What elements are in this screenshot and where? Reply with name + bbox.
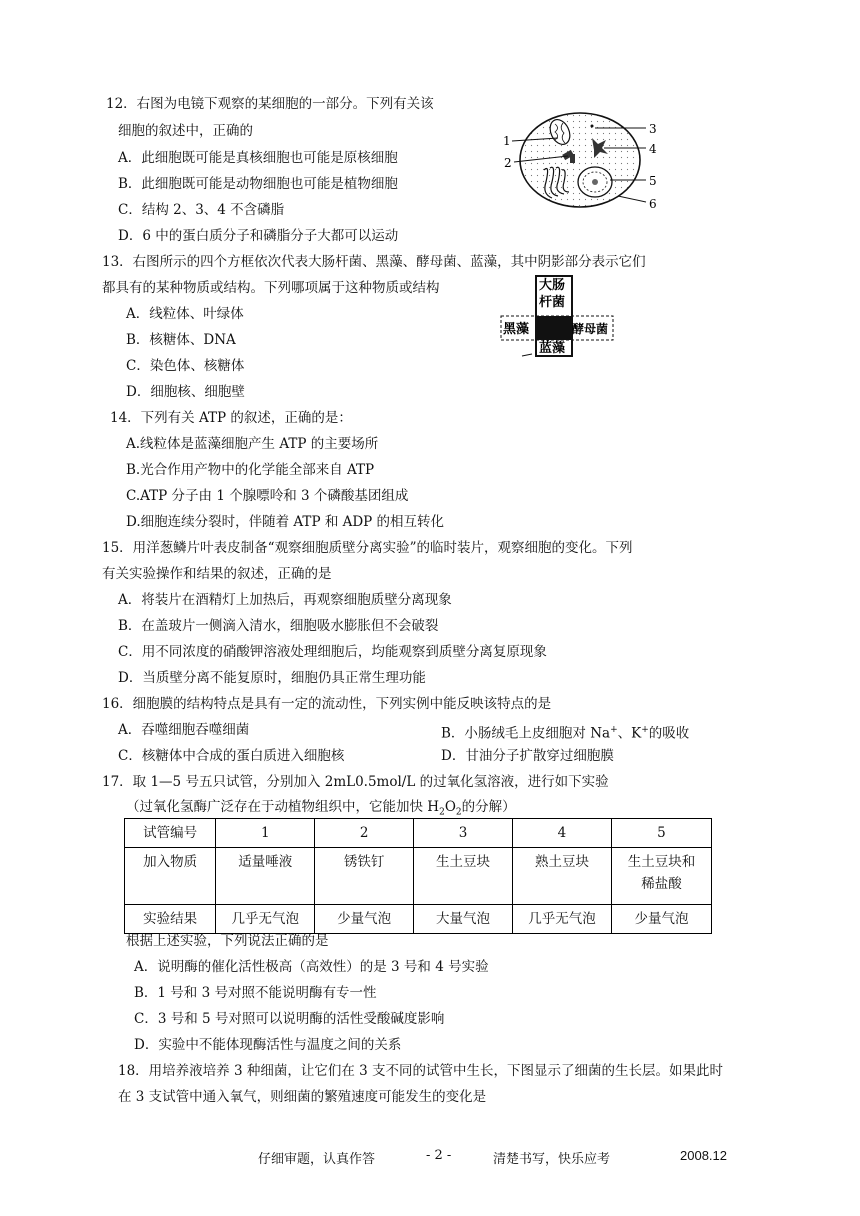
q13-box-figure <box>498 272 618 364</box>
cell-membrane <box>520 113 640 207</box>
q12-option-b: B．此细胞既可能是动物细胞也可能是植物细胞 <box>118 176 398 192</box>
fig-label-1: 1 <box>503 134 511 148</box>
q16-option-a: A．吞噬细胞吞噬细菌 <box>118 722 250 738</box>
q17-option-a: A．说明酶的催化活性极高（高效性）的是 3 号和 4 号实验 <box>134 959 489 975</box>
q16-stem: 16．细胞膜的结构特点是具有一定的流动性，下列实例中能反映该特点的是 <box>102 696 552 712</box>
table-header-row <box>125 819 712 848</box>
q13-stem-line1: 13．右图所示的四个方框依次代表大肠杆菌、黑藻、酵母菌、蓝藻，其中阴影部分表示它们 <box>102 254 646 270</box>
q13-option-a: A．线粒体、叶绿体 <box>126 306 244 322</box>
table-cell: 4 <box>513 819 612 848</box>
q13-option-b: B．核糖体、DNA <box>126 332 236 348</box>
table-cell: 几乎无气泡 <box>513 905 612 934</box>
q15-stem-line2: 有关实验操作和结果的叙述，正确的是 <box>102 566 332 582</box>
q18-stem-line2: 在 3 支试管中通入氧气，则细菌的繁殖速度可能发生的变化是 <box>118 1089 487 1105</box>
q13-stem-line2: 都具有的某种物质或结构。下列哪项属于这种物质或结构 <box>102 280 440 296</box>
table-cell: 实验结果 <box>125 905 216 934</box>
centriole-shape-2 <box>570 154 575 163</box>
q12-cell-figure <box>500 108 670 212</box>
table-cell: 适量唾液 <box>216 848 315 905</box>
footer-right-motto: 清楚书写，快乐应考 <box>493 1152 611 1167</box>
q15-stem-line1: 15．用洋葱鳞片叶表皮制备“观察细胞质壁分离实验”的临时装片，观察细胞的变化。下列 <box>102 540 633 556</box>
q16-option-c: C．核糖体中合成的蛋白质进入细胞核 <box>118 748 345 764</box>
q15-option-b: B．在盖玻片一侧滴入清水，细胞吸水膨胀但不会破裂 <box>118 618 439 634</box>
q14-option-a: A.线粒体是蓝藻细胞产生 ATP 的主要场所 <box>126 436 379 452</box>
table-cell: 3 <box>414 819 513 848</box>
fig-label-6: 6 <box>649 197 657 211</box>
shared-region <box>536 316 572 340</box>
table-cell: 大量气泡 <box>414 905 513 934</box>
q12-option-a: A．此细胞既可能是真核细胞也可能是原核细胞 <box>118 150 398 166</box>
table-cell: 锈铁钉 <box>315 848 414 905</box>
footer-left-motto: 仔细审题，认真作答 <box>258 1152 376 1167</box>
fig-label-3: 3 <box>649 122 657 136</box>
q12-stem-line2: 细胞的叙述中，正确的 <box>118 123 253 139</box>
fig-label-2: 2 <box>504 156 512 170</box>
page-number: - 2 - <box>426 1148 452 1163</box>
q16-option-d: D．甘油分子扩散穿过细胞膜 <box>441 748 614 764</box>
box-label-top2: 杆菌 <box>539 295 566 310</box>
table-cell: 少量气泡 <box>611 905 711 934</box>
q17-stem: 17．取 1—5 号五只试管，分别加入 2mL0.5mol/L 的过氧化氢溶液，进行如下实验 <box>102 774 609 790</box>
fig-label-5: 5 <box>649 174 657 188</box>
q18-stem-line1: 18．用培养液培养 3 种细菌，让它们在 3 支不同的试管中生长，下图显示了细菌的生长层。如果此时 <box>118 1063 724 1079</box>
table-cell: 生土豆块和稀盐酸 <box>611 848 711 905</box>
q15-option-d: D．当质壁分离不能复原时，细胞仍具正常生理功能 <box>118 670 426 686</box>
q17-option-c: C．3 号和 5 号对照可以说明酶的活性受酸碱度影响 <box>134 1011 445 1027</box>
table-row <box>125 848 712 905</box>
fig-label-4: 4 <box>649 142 657 156</box>
q15-option-c: C．用不同浓度的硝酸钾溶液处理细胞后，均能观察到质壁分离复原现象 <box>118 644 547 660</box>
q14-option-b: B.光合作用产物中的化学能全部来自 ATP <box>126 462 375 478</box>
q16-option-b: B．小肠绒毛上皮细胞对 Na+、K+的吸收 <box>441 725 690 742</box>
q17-option-b: B．1 号和 3 号对照不能说明酶有专一性 <box>134 985 377 1001</box>
box-label-left: 黑藻 <box>503 322 530 337</box>
q17-lead: 根据上述实验，下列说法正确的是 <box>126 933 329 949</box>
table-cell: 1 <box>216 819 315 848</box>
q13-option-c: C．染色体、核糖体 <box>126 358 245 374</box>
q17-note: （过氧化氢酶广泛存在于动植物组织中，它能加快 $H_2O_2$的分解） <box>126 799 516 818</box>
q14-option-d: D.细胞连续分裂时，伴随着 ATP 和 ADP 的相互转化 <box>126 514 445 530</box>
q17-option-d: D．实验中不能体现酶活性与温度之间的关系 <box>134 1037 402 1053</box>
table-row <box>125 905 712 934</box>
q14-stem: 14．下列有关 ATP 的叙述，正确的是： <box>110 410 352 426</box>
table-cell: 5 <box>611 819 711 848</box>
table-cell: 少量气泡 <box>315 905 414 934</box>
q13-option-d: D．细胞核、细胞壁 <box>126 384 245 400</box>
box-label-bottom: 蓝藻 <box>539 341 566 356</box>
footer-date: 2008.12 <box>680 1148 727 1163</box>
box-label-top1: 大肠 <box>539 278 566 293</box>
table-cell: 熟土豆块 <box>513 848 612 905</box>
q12-stem-line1: 12．右图为电镜下观察的某细胞的一部分。下列有关该 <box>106 96 434 112</box>
table-cell: 加入物质 <box>125 848 216 905</box>
q15-option-a: A．将装片在酒精灯上加热后，再观察细胞质壁分离现象 <box>118 592 452 608</box>
box-label-right: 酵母菌 <box>572 322 609 336</box>
q12-option-c: C．结构 2、3、4 不含磷脂 <box>118 202 285 218</box>
q14-option-c: C.ATP 分子由 1 个腺嘌呤和 3 个磷酸基团组成 <box>126 488 409 504</box>
q12-option-d: D．6 中的蛋白质分子和磷脂分子大都可以运动 <box>118 228 399 244</box>
table-cell: 几乎无气泡 <box>216 905 315 934</box>
table-cell: 试管编号 <box>125 819 216 848</box>
table-cell: 生土豆块 <box>414 848 513 905</box>
experiment-table <box>124 818 712 934</box>
table-cell: 2 <box>315 819 414 848</box>
